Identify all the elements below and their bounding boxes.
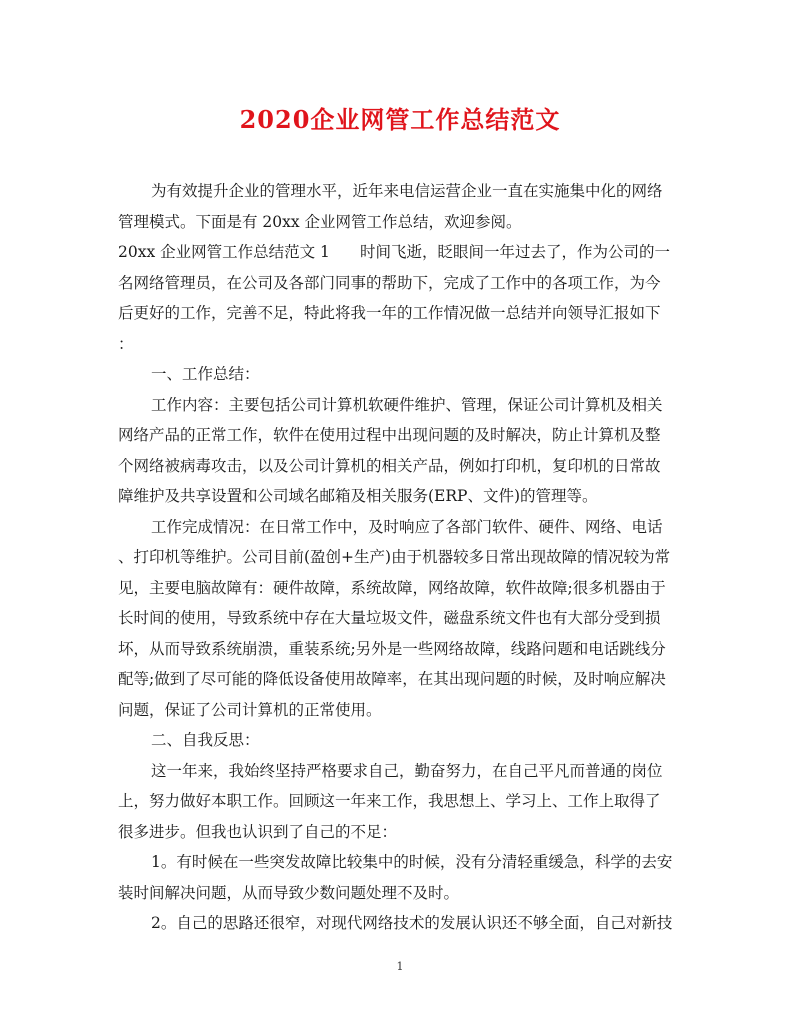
paragraph-line: 障维护及共享设置和公司域名邮箱及相关服务(ERP、文件)的管理等。 [118,487,598,505]
section-heading: 二、自我反思： [151,731,260,749]
list-item-line: 装时间解决问题，从而导致少数问题处理不及时。 [118,883,460,902]
section-heading: 20xx 企业网管工作总结范文 1 [118,243,330,261]
section-heading-line [118,237,684,268]
paragraph-line: 、打印机等维护。公司目前(盈创+生产)由于机器较多日常出现故障的情况较为常 [118,548,671,566]
paragraph-line: 时间飞逝，眨眼间一年过去了，作为公司的一 [359,243,670,261]
paragraph-line: 网络产品的正常工作，软件在使用过程中出现问题的及时解决，防止计算机及整 [118,426,661,444]
paragraph-line: 很多进步。但我也认识到了自己的不足： [118,822,398,841]
paragraph-line: 坏，从而导致系统崩溃，重装系统;另外是一些网络故障，线路问题和电话跳线分 [118,639,666,658]
paragraph-line: 为有效提升企业的管理水平，近年来电信运营企业一直在实施集中化的网络 [151,182,663,200]
document-body [118,176,684,939]
paragraph-line: 问题，保证了公司计算机的正常使用。 [118,700,382,719]
paragraph-line: 个网络被病毒攻击，以及公司计算机的相关产品，例如打印机，复印机的日常故 [118,456,661,475]
paragraph-line: ： [118,334,134,353]
list-item-line: 2。自己的思路还很窄，对现代网络技术的发展认识还不够全面，自己对新技 [151,914,673,932]
paragraph-line: 这一年来，我始终坚持严格要求自己，勤奋努力，在自己平凡而普通的岗位 [151,761,663,780]
page-number: 1 [396,960,404,973]
paragraph-line: 工作完成情况：在日常工作中，及时响应了各部门软件、硬件、网络、电话 [151,517,663,536]
paragraph-line: 上，努力做好本职工作。回顾这一年来工作，我思想上、学习上、工作上取得了 [118,792,661,810]
paragraph-line: 后更好的工作，完善不足，特此将我一年的工作情况做一总结并向领导汇报如下 [118,304,661,322]
paragraph-line: 见，主要电脑故障有：硬件故障，系统故障，网络故障，软件故障;很多机器由于 [118,578,666,597]
paragraph-line: 长时间的使用，导致系统中存在大量垃圾文件，磁盘系统文件也有大部分受到损 [118,609,661,627]
paragraph-line: 工作内容：主要包括公司计算机软硬件维护、管理，保证公司计算机及相关 [151,395,663,414]
paragraph-line: 名网络管理员，在公司及各部门同事的帮助下，完成了工作中的各项工作，为今 [118,273,661,292]
section-heading: 一、工作总结： [151,365,260,383]
document-title: 2020企业网管工作总结范文 [239,105,561,134]
list-item-line: 1。有时候在一些突发故障比较集中的时候，没有分清轻重缓急，科学的去安 [151,853,673,871]
paragraph-line: 管理模式。下面是有 20xx 企业网管工作总结，欢迎参阅。 [118,212,522,231]
paragraph-line: 配等;做到了尽可能的降低设备使用故障率，在其出现问题的时候，及时响应解决 [118,670,666,688]
